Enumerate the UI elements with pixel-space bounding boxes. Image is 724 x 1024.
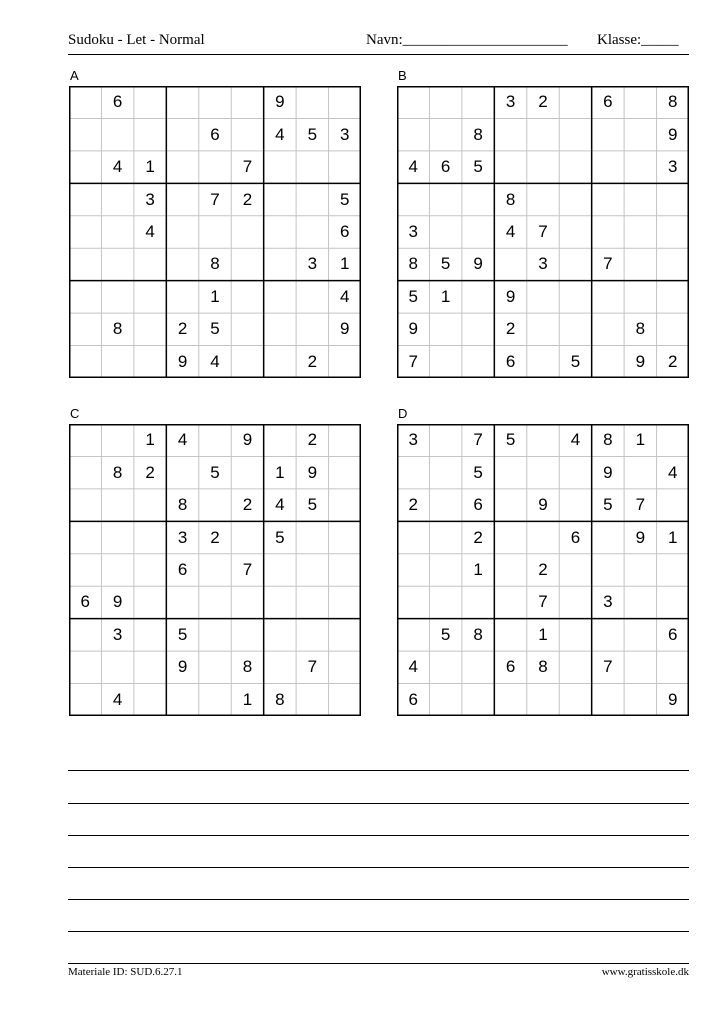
sudoku-given-digit: 6 — [80, 592, 90, 612]
sudoku-given-digit: 4 — [210, 351, 220, 371]
sudoku-given-digit: 2 — [242, 495, 253, 515]
sudoku-given-digit: 8 — [242, 657, 253, 677]
sudoku-given-digit: 6 — [112, 92, 123, 112]
sudoku-given-digit: 9 — [473, 254, 483, 274]
sudoku-given-digit: 3 — [538, 254, 548, 274]
sudoku-given-digit: 7 — [473, 430, 483, 450]
sudoku-given-digit: 5 — [570, 351, 581, 371]
sudoku-given-digit: 1 — [635, 430, 646, 450]
sudoku-given-digit: 2 — [307, 351, 318, 371]
sudoku-given-digit: 1 — [440, 286, 451, 306]
sudoku-given-digit: 3 — [505, 92, 516, 112]
sudoku-given-digit: 3 — [112, 624, 123, 644]
sudoku-given-digit: 8 — [112, 319, 123, 339]
sudoku-given-digit: 5 — [307, 495, 318, 515]
writing-line — [68, 899, 689, 900]
sudoku-given-digit: 5 — [473, 462, 483, 482]
sudoku-given-digit: 9 — [603, 462, 613, 482]
sudoku-given-digit: 5 — [440, 254, 451, 274]
header-divider — [68, 54, 689, 55]
worksheet-title: Sudoku - Let - Normal — [68, 32, 205, 48]
footer-divider — [68, 963, 689, 964]
sudoku-given-digit: 5 — [307, 124, 318, 144]
sudoku-given-digit: 2 — [210, 527, 220, 547]
sudoku-given-digit: 6 — [340, 221, 350, 241]
sudoku-given-digit: 3 — [177, 527, 188, 547]
sudoku-given-digit: 7 — [538, 221, 548, 241]
sudoku-given-digit: 5 — [340, 189, 350, 209]
sudoku-given-digit: 6 — [210, 124, 220, 144]
sudoku-given-digit: 4 — [112, 689, 123, 709]
sudoku-grid-c[interactable] — [69, 424, 361, 716]
sudoku-given-digit: 5 — [440, 624, 451, 644]
sudoku-given-digit: 9 — [505, 286, 516, 306]
class-field-label[interactable]: Klasse:_____ — [597, 32, 679, 48]
sudoku-given-digit: 5 — [473, 157, 483, 177]
sudoku-given-digit: 8 — [505, 189, 516, 209]
sudoku-given-digit: 6 — [505, 351, 516, 371]
sudoku-grid-b[interactable] — [397, 86, 689, 378]
sudoku-given-digit: 9 — [538, 495, 548, 515]
sudoku-given-digit: 2 — [177, 319, 188, 339]
sudoku-given-digit: 4 — [177, 430, 188, 450]
puzzle-label-d: D — [398, 406, 408, 421]
sudoku-given-digit: 7 — [408, 351, 418, 371]
sudoku-given-digit: 1 — [145, 157, 155, 177]
website-link[interactable]: www.gratisskole.dk — [601, 966, 689, 978]
sudoku-given-digit: 1 — [340, 254, 350, 274]
sudoku-given-digit: 1 — [668, 527, 678, 547]
sudoku-given-digit: 7 — [242, 559, 253, 579]
sudoku-given-digit: 3 — [340, 124, 350, 144]
sudoku-given-digit: 8 — [177, 495, 188, 515]
sudoku-given-digit: 5 — [603, 495, 613, 515]
sudoku-grid-d[interactable] — [397, 424, 689, 716]
sudoku-given-digit: 3 — [307, 254, 318, 274]
sudoku-given-digit: 6 — [408, 689, 418, 709]
sudoku-given-digit: 6 — [440, 157, 451, 177]
sudoku-given-digit: 7 — [603, 254, 613, 274]
puzzle-label-b: B — [398, 68, 407, 83]
sudoku-given-digit: 7 — [635, 495, 646, 515]
sudoku-given-digit: 1 — [210, 286, 220, 306]
sudoku-given-digit: 3 — [668, 157, 678, 177]
sudoku-given-digit: 5 — [408, 286, 418, 306]
sudoku-given-digit: 8 — [635, 319, 646, 339]
writing-line — [68, 803, 689, 804]
sudoku-given-digit: 9 — [112, 592, 123, 612]
sudoku-given-digit: 7 — [307, 657, 318, 677]
sudoku-given-digit: 9 — [668, 124, 678, 144]
writing-line — [68, 931, 689, 932]
sudoku-given-digit: 9 — [242, 430, 253, 450]
sudoku-given-digit: 7 — [538, 592, 548, 612]
sudoku-given-digit: 4 — [275, 495, 285, 515]
name-field-label[interactable]: Navn:______________________ — [366, 32, 568, 48]
sudoku-given-digit: 4 — [570, 430, 581, 450]
sudoku-given-digit: 1 — [145, 430, 155, 450]
sudoku-given-digit: 8 — [668, 92, 678, 112]
sudoku-given-digit: 1 — [473, 559, 483, 579]
sudoku-given-digit: 8 — [473, 124, 483, 144]
sudoku-given-digit: 5 — [275, 527, 285, 547]
sudoku-given-digit: 4 — [408, 157, 418, 177]
sudoku-given-digit: 3 — [145, 189, 155, 209]
sudoku-given-digit: 9 — [668, 689, 678, 709]
sudoku-given-digit: 2 — [668, 351, 678, 371]
sudoku-given-digit: 2 — [538, 559, 548, 579]
sudoku-given-digit: 8 — [112, 462, 123, 482]
sudoku-given-digit: 9 — [340, 319, 350, 339]
sudoku-given-digit: 8 — [538, 657, 548, 677]
sudoku-given-digit: 4 — [505, 221, 516, 241]
sudoku-given-digit: 1 — [538, 624, 548, 644]
sudoku-given-digit: 4 — [112, 157, 123, 177]
puzzle-label-c: C — [70, 406, 80, 421]
sudoku-given-digit: 6 — [668, 624, 678, 644]
sudoku-given-digit: 6 — [473, 495, 483, 515]
sudoku-given-digit: 2 — [473, 527, 483, 547]
writing-line — [68, 835, 689, 836]
sudoku-given-digit: 9 — [635, 527, 646, 547]
sudoku-given-digit: 9 — [635, 351, 646, 371]
sudoku-given-digit: 1 — [242, 689, 253, 709]
sudoku-given-digit: 6 — [177, 559, 188, 579]
sudoku-given-digit: 7 — [210, 189, 220, 209]
sudoku-given-digit: 8 — [603, 430, 613, 450]
writing-line — [68, 867, 689, 868]
sudoku-given-digit: 6 — [603, 92, 613, 112]
sudoku-given-digit: 9 — [177, 351, 188, 371]
sudoku-given-digit: 5 — [210, 319, 220, 339]
material-id: Materiale ID: SUD.6.27.1 — [68, 966, 183, 978]
sudoku-given-digit: 2 — [408, 495, 418, 515]
sudoku-given-digit: 8 — [210, 254, 220, 274]
sudoku-given-digit: 2 — [242, 189, 253, 209]
sudoku-given-digit: 8 — [473, 624, 483, 644]
sudoku-grid-a[interactable] — [69, 86, 361, 378]
sudoku-given-digit: 8 — [275, 689, 285, 709]
puzzle-label-a: A — [70, 68, 79, 83]
sudoku-given-digit: 5 — [505, 430, 516, 450]
sudoku-given-digit: 2 — [538, 92, 548, 112]
sudoku-given-digit: 9 — [275, 92, 285, 112]
sudoku-given-digit: 5 — [210, 462, 220, 482]
sudoku-given-digit: 2 — [307, 430, 318, 450]
sudoku-given-digit: 3 — [408, 221, 418, 241]
sudoku-given-digit: 9 — [408, 319, 418, 339]
sudoku-given-digit: 2 — [505, 319, 516, 339]
sudoku-given-digit: 3 — [408, 430, 418, 450]
sudoku-given-digit: 9 — [177, 657, 188, 677]
sudoku-given-digit: 2 — [145, 462, 155, 482]
sudoku-given-digit: 6 — [570, 527, 581, 547]
sudoku-given-digit: 9 — [307, 462, 318, 482]
sudoku-given-digit: 4 — [340, 286, 350, 306]
sudoku-given-digit: 6 — [505, 657, 516, 677]
sudoku-given-digit: 7 — [242, 157, 253, 177]
sudoku-given-digit: 5 — [177, 624, 188, 644]
sudoku-given-digit: 8 — [408, 254, 418, 274]
sudoku-given-digit: 4 — [408, 657, 418, 677]
sudoku-given-digit: 7 — [603, 657, 613, 677]
writing-line — [68, 770, 689, 771]
sudoku-given-digit: 4 — [668, 462, 678, 482]
sudoku-given-digit: 1 — [275, 462, 285, 482]
sudoku-given-digit: 4 — [275, 124, 285, 144]
sudoku-given-digit: 3 — [603, 592, 613, 612]
sudoku-given-digit: 4 — [145, 221, 155, 241]
